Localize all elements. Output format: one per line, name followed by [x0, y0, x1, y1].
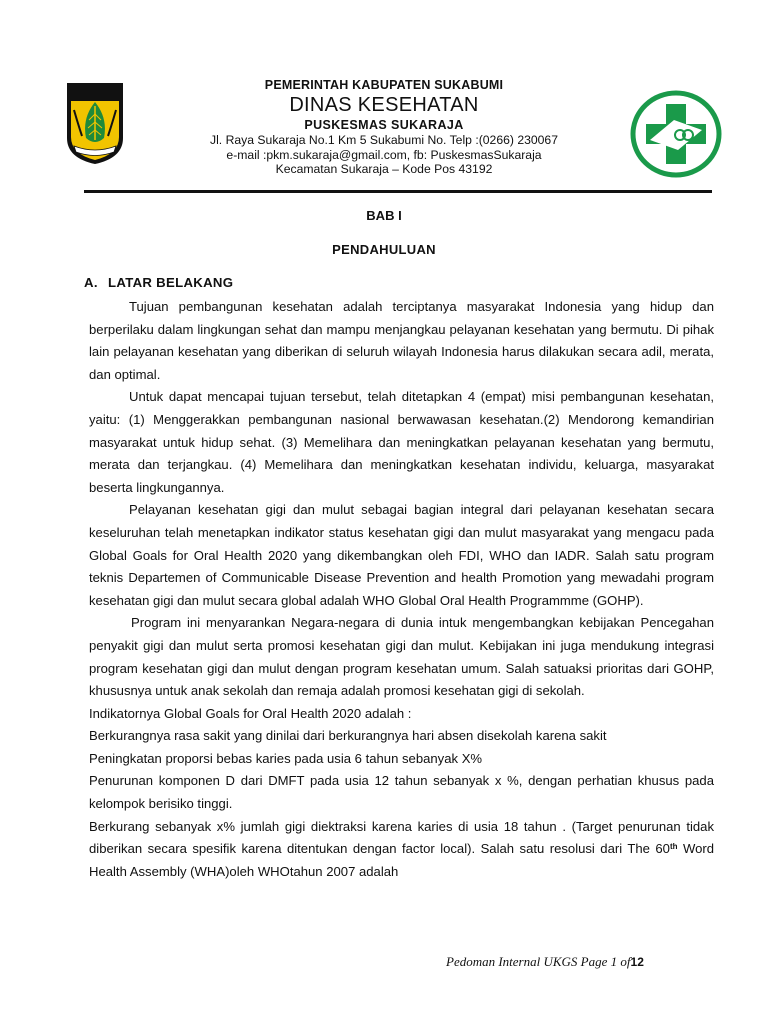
body-text [89, 296, 714, 883]
chapter-title: PENDAHULUAN [332, 242, 436, 257]
puskesmas-name: PUSKESMAS SUKARAJA [304, 118, 464, 132]
letterhead [150, 78, 618, 177]
letterhead-divider [84, 190, 712, 193]
superscript: th [669, 842, 678, 852]
department-name: DINAS KESEHATAN [289, 94, 479, 116]
page-footer [446, 954, 644, 970]
kabupaten-crest-logo [64, 80, 126, 166]
list-item: Penurunan komponen D dari DMFT pada usia 12 tahun sebanyak x %, dengan perhatian khusus pada kelompok berisiko tinggi. [89, 773, 714, 812]
chapter-number: BAB I [366, 208, 402, 223]
section-heading [84, 275, 233, 290]
footer-label: Pedoman Internal UKGS Page 1 of [446, 954, 631, 969]
footer-total-pages: 12 [630, 955, 644, 969]
puskesmas-cross-logo [630, 90, 722, 178]
paragraph: Program ini menyarankan Negara-negara di dunia intuk mengembangkan kebijakan Pencegahan penyakit gigi dan mulut serta promosi kesehatan gigi dan mulut. Kebijakan ini juga mendukung integrasi program kesehatan gigi dan mulut dengan program kesehatan umum. Salah satuaksi prioritas dari GOHP, khususnya untuk anak sekolah dan remaja adalah promosi kesehatan gigi di sekolah. [89, 615, 714, 699]
section-title: LATAR BELAKANG [108, 275, 234, 290]
paragraph: Indikatornya Global Goals for Oral Health 2020 adalah : [89, 705, 412, 721]
list-item [89, 816, 714, 884]
paragraph: Tujuan pembangunan kesehatan adalah terciptanya masyarakat Indonesia yang hidup dan berperilaku dalam lingkungan sehat dan mampu menjangkau pelayanan kesehatan yang bermutu. Di pihak lain pelayanan kesehatan yang diberikan di seluruh wilayah Indonesia harus dilakukan secara adil, merata, dan optimal. [89, 299, 714, 382]
list-item: Berkurangnya rasa sakit yang dinilai dari berkurangnya hari absen disekolah karena sakit [89, 728, 607, 744]
address-line: Jl. Raya Sukaraja No.1 Km 5 Sukabumi No. Telp :(0266) 230067 [210, 133, 558, 147]
government-name: PEMERINTAH KABUPATEN SUKABUMI [264, 78, 504, 92]
contact-line: e-mail :pkm.sukaraja@gmail.com, fb: PuskesmasSukaraja [226, 147, 542, 162]
list-item: Peningkatan proporsi bebas karies pada usia 6 tahun sebanyak X% [89, 750, 483, 766]
paragraph: Untuk dapat mencapai tujuan tersebut, telah ditetapkan 4 (empat) misi pembangunan kesehatan, yaitu: (1) Menggerakkan pembangunan nasional berwawasan kesehatan.(2) Mendorong kemandirian masyarakat untuk hidup sehat. (3) Memelihara dan meningkatkan pelayanan kesehatan yang bermutu, merata dan terjangkau. (4) Memelihara dan meningkatkan kesehatan individu, keluarga, masyarakat beserta lingkungannya. [89, 389, 714, 495]
text-run: Word Health Assembly (WHA)oleh WHOtahun 2007 adalah [89, 841, 715, 879]
text-run: Berkurang sebanyak x% jumlah gigi diektraksi karena karies di usia 18 tahun . (Target penurunan tidak diberikan secara spesifik karena ditentukan dengan factor local). Salah satu resolusi dari The 60 [89, 818, 714, 857]
district-line: Kecamatan Sukaraja – Kode Pos 43192 [275, 162, 493, 177]
paragraph: Pelayanan kesehatan gigi dan mulut sebagai bagian integral dari pelayanan kesehatan secara keseluruhan telah menetapkan indikator status kesehatan gigi dan mulut masyarakat yang mengacu pada Global Goals for Oral Health 2020 yang dikembangkan oleh FDI, WHO dan IADR. Salah satu program teknis Departemen of Communicable Disease Prevention and health Promotion yang mewadahi program kesehatan gigi dan mulut secara global adalah WHO Global Oral Health Programmme (GOHP). [89, 502, 714, 608]
section-number: A. [84, 275, 98, 290]
